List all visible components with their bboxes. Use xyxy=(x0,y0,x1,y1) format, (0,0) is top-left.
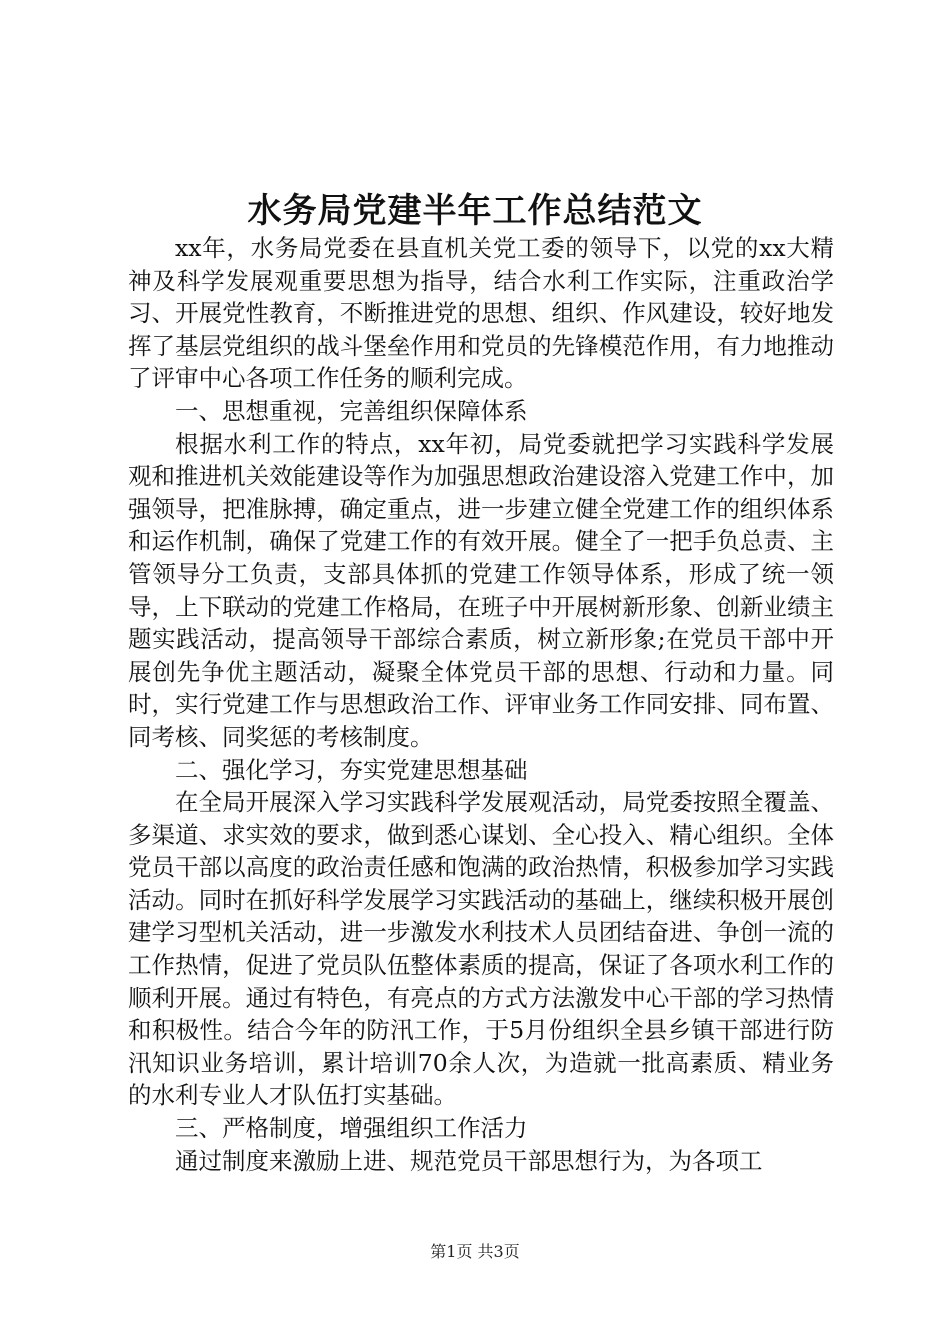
section-heading-3: 三、严格制度，增强组织工作活力 xyxy=(175,1114,528,1143)
page-number-footer: 第1页 共3页 xyxy=(430,1242,520,1261)
paragraph-intro: xx年，水务局党委在县直机关党工委的领导下，以党的xx大精神及科学发展观重要思想为指导，结合水利工作实际，注重政治学习、开展党性教育，不断推进党的思想、组织、作风建设，较好地发挥了基层党组织的战斗堡垒作用和党员的先锋模范作用，有力地推动了评审中心各项工作任务的顺利完成。 xyxy=(128,234,834,393)
section-heading-2: 二、强化学习，夯实党建思想基础 xyxy=(175,755,528,784)
section-heading-1: 一、思想重视，完善组织保障体系 xyxy=(175,396,528,425)
paragraph-section-1: 根据水利工作的特点，xx年初，局党委就把学习实践科学发展观和推进机关效能建设等作为加强思想政治建设溶入党建工作中，加强领导，把准脉搏，确定重点，进一步建立健全党建工作的组织体系和运作机制，确保了党建工作的有效开展。健全了一把手负总责、主管领导分工负责，支部具体抓的党建工作领导体系，形成了统一领导，上下联动的党建工作格局，在班子中开展树新形象、创新业绩主题实践活动，提高领导干部综合素质，树立新形象;在党员干部中开展创先争优主题活动，凝聚全体党员干部的思想、行动和力量。同时，实行党建工作与思想政治工作、评审业务工作同安排、同布置、同考核、同奖惩的考核制度。 xyxy=(128,429,834,751)
document-body xyxy=(128,232,834,1177)
document-title: 水务局党建半年工作总结范文 xyxy=(247,191,703,231)
paragraph-section-3: 通过制度来激励上进、规范党员干部思想行为，为各项工 xyxy=(175,1146,763,1175)
paragraph-section-2: 在全局开展深入学习实践科学发展观活动，局党委按照全覆盖、多渠道、求实效的要求，做到悉心谋划、全心投入、精心组织。全体党员干部以高度的政治责任感和饱满的政治热情，积极参加学习实践活动。同时在抓好科学发展学习实践活动的基础上，继续积极开展创建学习型机关活动，进一步激发水利技术人员团结奋进、争创一流的工作热情，促进了党员队伍整体素质的提高，保证了各项水利工作的顺利开展。通过有特色，有亮点的方式方法激发中心干部的学习热情和积极性。结合今年的防汛工作，于5月份组织全县乡镇干部进行防汛知识业务培训，累计培训70余人次，为造就一批高素质、精业务的水利专业人才队伍打实基础。 xyxy=(128,788,834,1110)
